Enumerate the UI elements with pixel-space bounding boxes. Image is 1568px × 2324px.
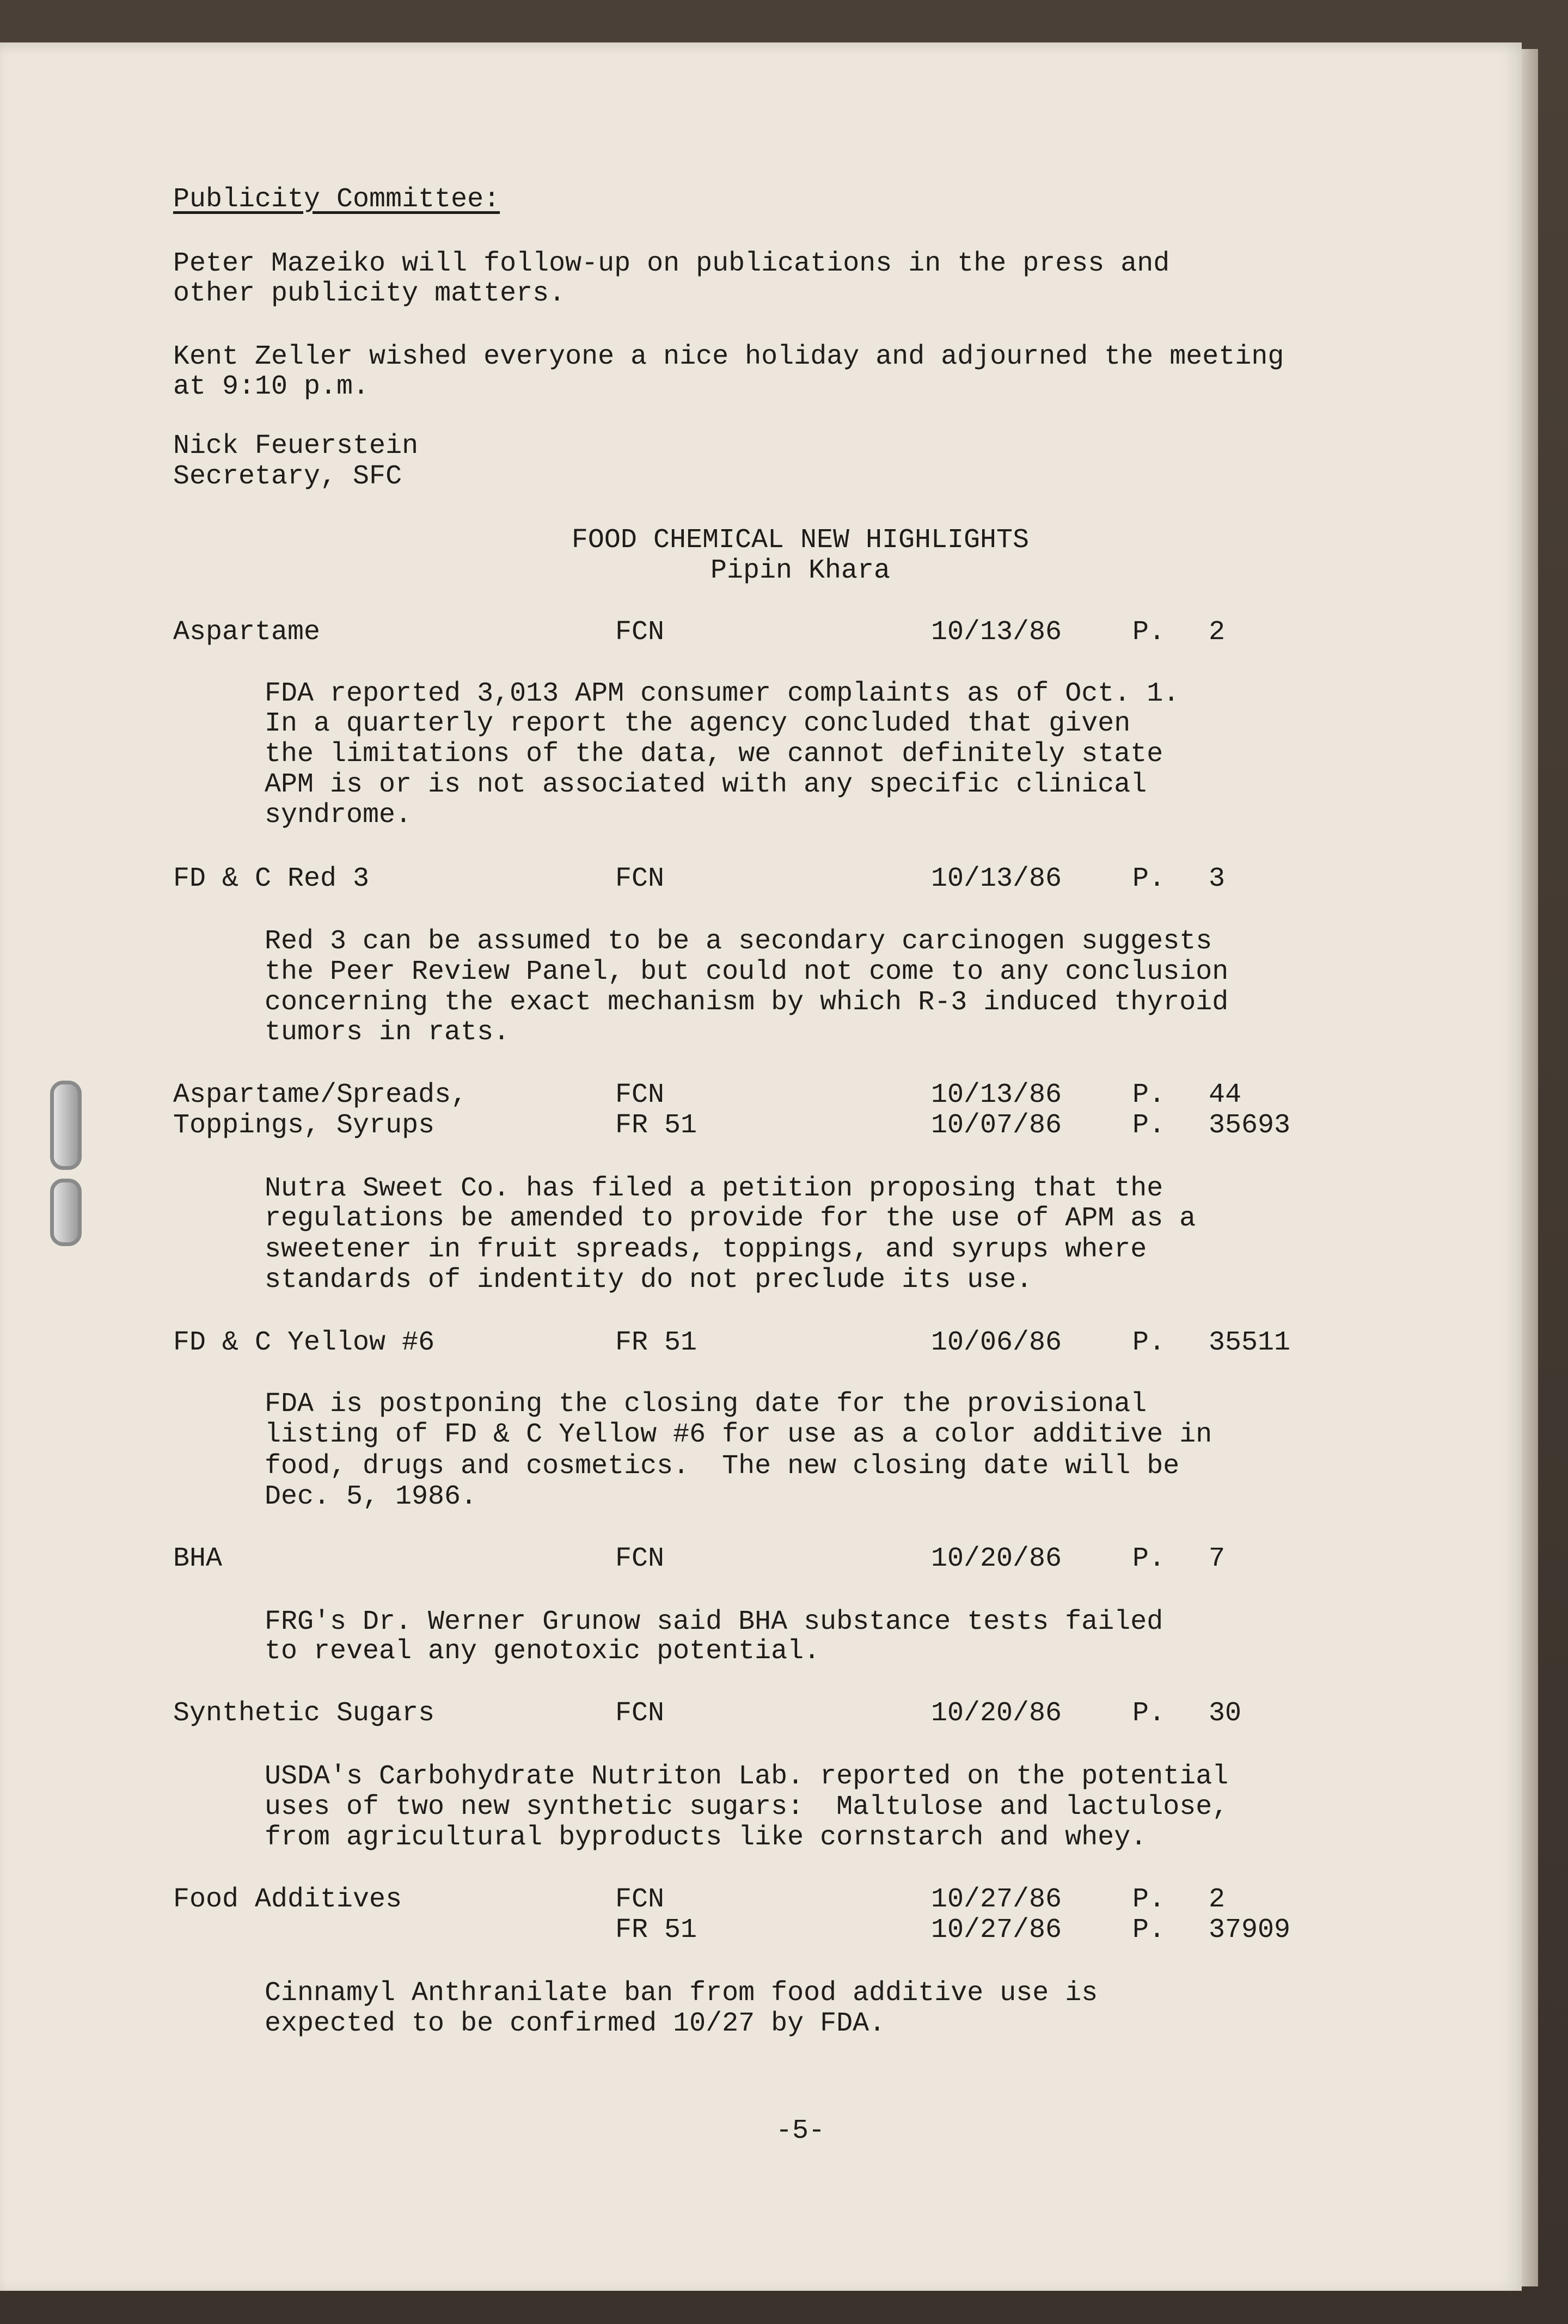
summary-line: the limitations of the data, we cannot definitely state xyxy=(265,739,1163,770)
summary-line: the Peer Review Panel, but could not come to any conclusion xyxy=(265,956,1229,988)
entry-topic: Aspartame xyxy=(173,617,321,648)
entry-date: 10/13/86 xyxy=(931,617,1062,648)
summary-line: uses of two new synthetic sugars: Maltulose and lactulose, xyxy=(265,1792,1229,1823)
entry-topic: FD & C Red 3 xyxy=(173,863,370,894)
page-edge xyxy=(1522,49,1538,2286)
entry-source: FR 51 xyxy=(615,1915,697,1946)
entry-date: 10/27/86 xyxy=(931,1884,1062,1915)
entry-source: FCN xyxy=(615,1543,665,1574)
entry-page: 3 xyxy=(1209,863,1226,894)
paragraph-line: at 9:10 p.m. xyxy=(173,371,370,402)
entry-row xyxy=(0,1109,1522,1142)
entry-page: 7 xyxy=(1209,1543,1226,1574)
signature-name: Nick Feuerstein xyxy=(173,431,419,462)
summary-line: regulations be amended to provide for the use of APM as a xyxy=(265,1203,1196,1234)
entry-topic: Synthetic Sugars xyxy=(173,1698,435,1729)
summary-line: tumors in rats. xyxy=(265,1017,510,1048)
section-author: Pipin Khara xyxy=(710,555,891,586)
paragraph-line: Kent Zeller wished everyone a nice holiday and adjourned the meeting xyxy=(173,341,1284,372)
entry-page: 2 xyxy=(1209,617,1226,648)
summary-line: Cinnamyl Anthranilate ban from food additive use is xyxy=(265,1978,1098,2009)
summary-line: concerning the exact mechanism by which R-3 induced thyroid xyxy=(265,987,1229,1018)
entry-date: 10/13/86 xyxy=(931,863,1062,894)
entry-row xyxy=(0,616,1522,649)
entry-date: 10/07/86 xyxy=(931,1110,1062,1141)
entry-source: FCN xyxy=(615,1080,665,1111)
summary-line: FDA reported 3,013 APM consumer complaints as of Oct. 1. xyxy=(265,678,1180,709)
signature-title: Secretary, SFC xyxy=(173,461,402,492)
entry-date: 10/20/86 xyxy=(931,1543,1062,1574)
entry-date: 10/27/86 xyxy=(931,1915,1062,1946)
summary-line: expected to be confirmed 10/27 by FDA. xyxy=(265,2008,886,2039)
summary-line: listing of FD & C Yellow #6 for use as a color additive in xyxy=(265,1419,1212,1450)
entry-row xyxy=(0,1543,1522,1575)
entry-page-label: P. xyxy=(1132,1327,1166,1358)
summary-line: APM is or is not associated with any specific clinical xyxy=(265,769,1147,800)
entry-topic: BHA xyxy=(173,1543,223,1574)
entry-page-label: P. xyxy=(1132,863,1166,894)
entry-date: 10/06/86 xyxy=(931,1327,1062,1358)
entry-date: 10/13/86 xyxy=(931,1080,1062,1111)
entry-page: 30 xyxy=(1209,1698,1242,1729)
entry-page-label: P. xyxy=(1132,1698,1166,1729)
entry-page-label: P. xyxy=(1132,1080,1166,1111)
entry-source: FR 51 xyxy=(615,1327,697,1358)
entry-page: 35511 xyxy=(1209,1327,1291,1358)
entry-row xyxy=(0,1697,1522,1730)
entry-source: FCN xyxy=(615,1698,665,1729)
entry-topic: Food Additives xyxy=(173,1884,402,1915)
entry-page: 2 xyxy=(1209,1884,1226,1915)
summary-line: FDA is postponing the closing date for the provisional xyxy=(265,1389,1147,1420)
entry-page: 44 xyxy=(1209,1080,1242,1111)
entry-row xyxy=(0,1914,1522,1947)
entry-page: 35693 xyxy=(1209,1110,1291,1141)
entry-page-label: P. xyxy=(1132,1543,1166,1574)
summary-line: Dec. 5, 1986. xyxy=(265,1481,477,1512)
entry-row xyxy=(0,863,1522,896)
entry-row xyxy=(0,1884,1522,1916)
summary-line: In a quarterly report the agency concluded that given xyxy=(265,708,1131,739)
entry-row xyxy=(0,1327,1522,1359)
summary-line: standards of indentity do not preclude its use. xyxy=(265,1265,1033,1296)
summary-line: FRG's Dr. Werner Grunow said BHA substance tests failed xyxy=(265,1606,1163,1638)
section-title: FOOD CHEMICAL NEW HIGHLIGHTS xyxy=(571,525,1030,556)
entry-topic: Aspartame/Spreads, xyxy=(173,1080,468,1111)
entry-topic: FD & C Yellow #6 xyxy=(173,1327,435,1358)
entry-page-label: P. xyxy=(1132,1110,1166,1141)
entry-row xyxy=(0,1079,1522,1112)
summary-line: from agricultural byproducts like cornstarch and whey. xyxy=(265,1822,1147,1853)
entry-date: 10/20/86 xyxy=(931,1698,1062,1729)
summary-line: food, drugs and cosmetics. The new closing date will be xyxy=(265,1451,1180,1482)
entry-page-label: P. xyxy=(1132,1884,1166,1915)
entry-source: FR 51 xyxy=(615,1110,697,1141)
entry-page-label: P. xyxy=(1132,617,1166,648)
committee-heading: Publicity Committee: xyxy=(173,184,500,215)
paragraph-line: Peter Mazeiko will follow-up on publications in the press and xyxy=(173,248,1170,279)
entry-page-label: P. xyxy=(1132,1915,1166,1946)
entry-topic: Toppings, Syrups xyxy=(173,1110,435,1141)
summary-line: Nutra Sweet Co. has filed a petition proposing that the xyxy=(265,1173,1163,1204)
summary-line: to reveal any genotoxic potential. xyxy=(265,1636,820,1667)
paragraph-line: other publicity matters. xyxy=(173,278,566,309)
page-number: -5- xyxy=(775,2115,825,2147)
summary-line: USDA's Carbohydrate Nutriton Lab. reported on the potential xyxy=(265,1761,1229,1792)
summary-line: syndrome. xyxy=(265,800,412,831)
entry-source: FCN xyxy=(615,617,665,648)
summary-line: Red 3 can be assumed to be a secondary carcinogen suggests xyxy=(265,926,1212,957)
entry-page: 37909 xyxy=(1209,1915,1291,1946)
entry-source: FCN xyxy=(615,863,665,894)
entry-source: FCN xyxy=(615,1884,665,1915)
summary-line: sweetener in fruit spreads, toppings, and syrups where xyxy=(265,1234,1147,1265)
